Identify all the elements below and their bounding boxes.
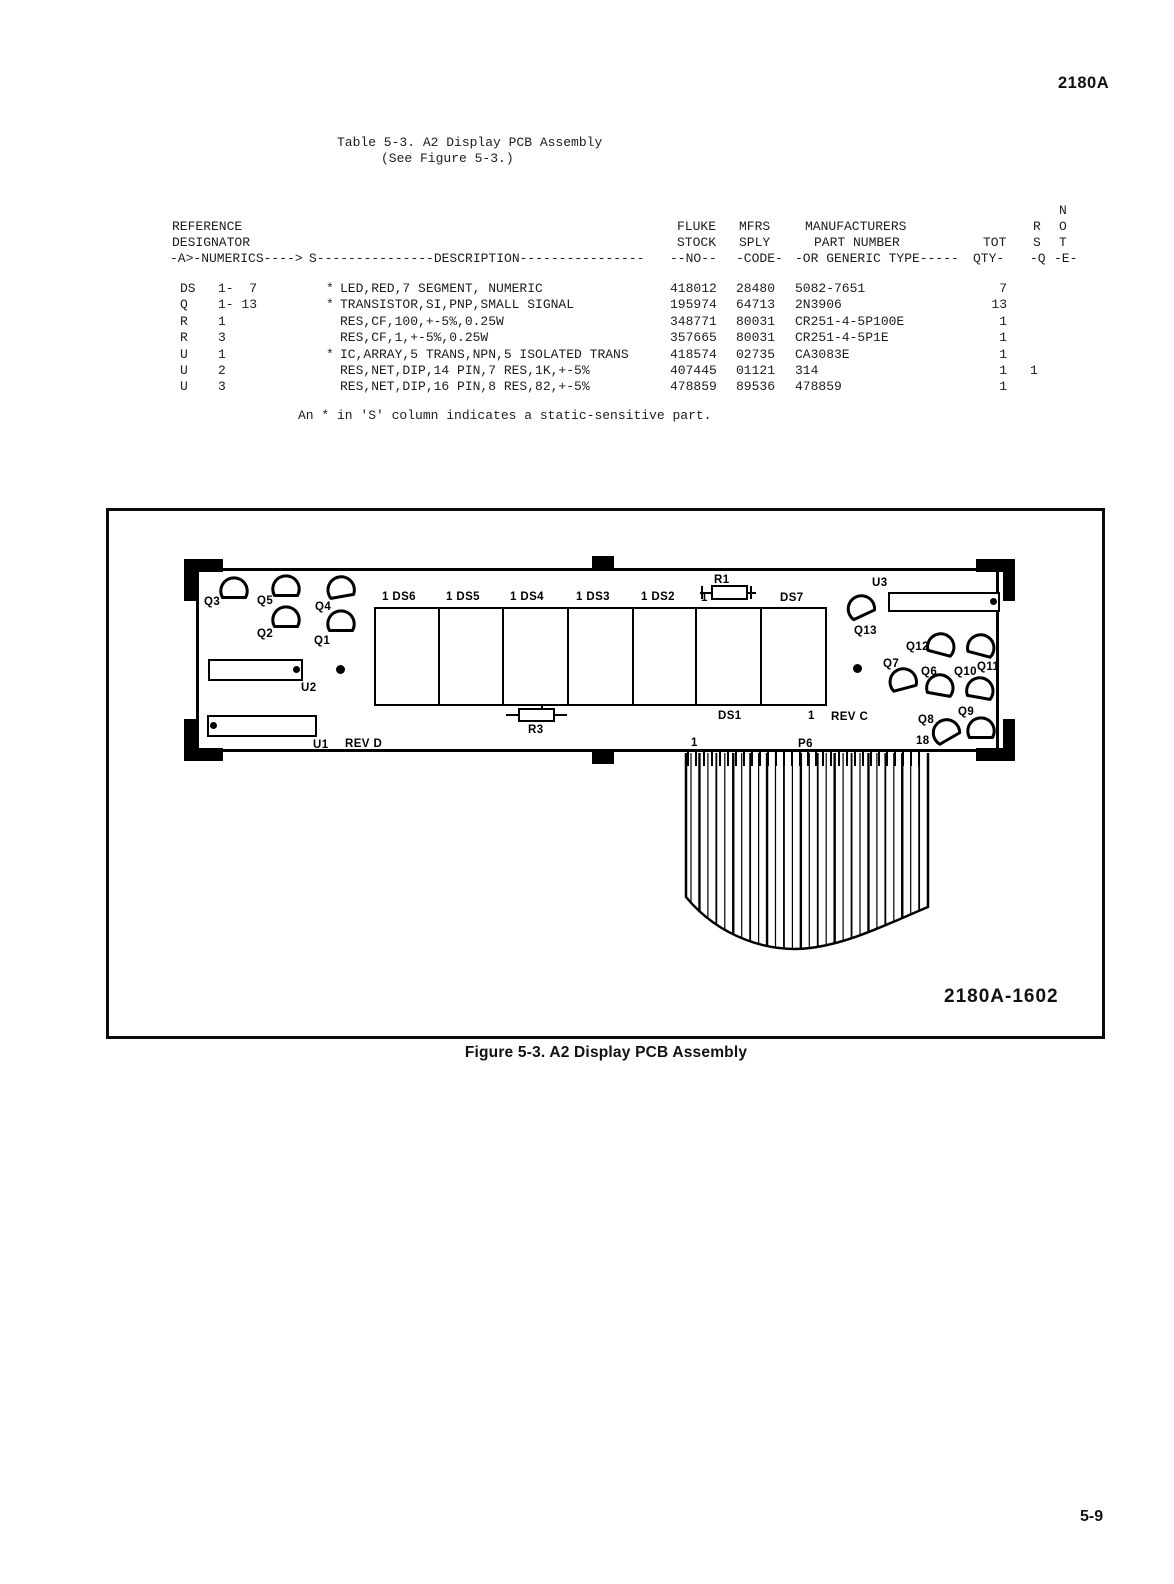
connector-pin <box>870 749 872 766</box>
cell-fluke-stock-no: 357665 <box>670 330 717 346</box>
board-label: DS7 <box>780 592 804 604</box>
component-label: Q5 <box>257 595 274 607</box>
cell-mfrs-sply-code: 02735 <box>736 346 776 362</box>
cell-tot-qty: 1 <box>999 313 1007 329</box>
component-label: Q2 <box>257 628 274 640</box>
board-label: 1 DS5 <box>446 591 480 603</box>
cell-fluke-stock-no: 348771 <box>670 313 717 329</box>
ic-pin1-dot <box>990 598 997 605</box>
cell-numerics: 2 <box>218 363 226 378</box>
cell-static-flag: * <box>326 281 334 296</box>
table-header-text: SPLY <box>739 235 771 250</box>
connector-pin <box>822 749 824 766</box>
connector-pin <box>902 749 904 766</box>
board-label: R3 <box>528 724 544 736</box>
connector-pin <box>886 749 888 766</box>
cell-fluke-stock-no: 407445 <box>670 363 717 378</box>
ic-u2 <box>208 659 303 681</box>
table-row <box>0 330 1174 345</box>
resistor-r1-body <box>711 585 748 600</box>
component-label: Q6 <box>921 666 938 678</box>
table-header-text: MANUFACTURERS <box>805 219 907 234</box>
cell-ref-designator: U <box>180 379 188 395</box>
table-header-text: DESIGNATOR <box>172 235 251 250</box>
cell-tot-qty: 1 <box>999 330 1007 346</box>
component-label: Q11 <box>977 661 1000 673</box>
table-header-text: TOT <box>983 235 1007 250</box>
cell-tot-qty: 7 <box>999 281 1007 296</box>
connector-pin <box>711 749 713 766</box>
component-label: Q8 <box>918 714 935 726</box>
cell-part-number: CR251-4-5P100E <box>795 313 905 329</box>
board-hole-dot <box>853 664 862 673</box>
connector-pin <box>775 749 777 766</box>
cell-numerics: 1- 7 <box>218 281 258 296</box>
ic-pin1-dot <box>210 722 217 729</box>
cell-description: RES,NET,DIP,14 PIN,7 RES,1K,+-5% <box>340 363 590 378</box>
display-digit-divider <box>760 609 762 704</box>
cell-mfrs-sply-code: 89536 <box>736 379 776 395</box>
cell-ref-designator: DS <box>180 281 196 296</box>
connector-pin <box>878 749 880 766</box>
page-number: 5-9 <box>1080 1508 1104 1525</box>
component-label: Q3 <box>204 596 221 608</box>
cell-part-number: CR251-4-5P1E <box>795 330 889 346</box>
connector-pin <box>815 749 817 766</box>
figure-drawing-number: 2180A-1602 <box>944 986 1059 1007</box>
cell-part-number: 5082-7651 <box>795 281 866 296</box>
table-header-text: R <box>1033 219 1041 234</box>
cell-mfrs-sply-code: 64713 <box>736 297 776 313</box>
cell-numerics: 1- 13 <box>218 297 258 313</box>
display-digit-divider <box>502 609 504 704</box>
connector-pin <box>751 749 753 766</box>
board-label: REV C <box>831 711 869 723</box>
connector-pin <box>799 749 801 766</box>
cell-part-number: CA3083E <box>795 346 850 362</box>
cell-ref-designator: U <box>180 346 188 362</box>
cell-tot-qty: 1 <box>999 346 1007 362</box>
table-header-text: -CODE- <box>736 251 783 266</box>
component-label: Q9 <box>958 706 975 718</box>
display-digit-divider <box>632 609 634 704</box>
cell-tot-qty: 1 <box>999 363 1007 378</box>
cell-mfrs-sply-code: 80031 <box>736 313 776 329</box>
table-header-text: QTY- <box>973 251 1005 266</box>
table-row <box>0 314 1174 329</box>
cell-part-number: 2N3906 <box>795 297 842 313</box>
table-header-text: S---------------DESCRIPTION---------------- <box>309 251 645 266</box>
table-row <box>0 281 1174 296</box>
component-label: Q4 <box>315 601 332 613</box>
table-header-text: -OR GENERIC TYPE----- <box>795 251 959 266</box>
table-header-text: T <box>1059 235 1067 250</box>
connector-pin <box>743 749 745 766</box>
resistor-r3-body <box>518 708 555 722</box>
board-label: 1 DS4 <box>510 591 544 603</box>
table-row <box>0 347 1174 362</box>
table-row <box>0 379 1174 394</box>
connector-pin <box>854 749 856 766</box>
board-label: P6 <box>798 738 813 750</box>
connector-pin <box>838 749 840 766</box>
mounting-tab <box>184 559 196 601</box>
component-label: Q1 <box>314 635 331 647</box>
cell-fluke-stock-no: 195974 <box>670 297 717 313</box>
cell-static-flag: * <box>326 297 334 313</box>
connector-pin <box>910 749 912 766</box>
ic-u1 <box>207 715 317 737</box>
board-label: 1 DS2 <box>641 591 675 603</box>
cell-description: RES,NET,DIP,16 PIN,8 RES,82,+-5% <box>340 379 590 395</box>
board-label: 18 <box>916 735 930 747</box>
cell-numerics: 3 <box>218 379 226 395</box>
board-hole-dot <box>336 665 345 674</box>
mounting-tab <box>976 559 1006 572</box>
cell-tot-qty: 13 <box>991 297 1007 313</box>
transistor-q9 <box>963 713 999 747</box>
board-label: 1 <box>691 737 698 749</box>
component-label: Q12 <box>906 641 929 653</box>
mounting-tab <box>976 748 1006 761</box>
cell-mfrs-sply-code: 01121 <box>736 363 776 378</box>
cell-fluke-stock-no: 478859 <box>670 379 717 395</box>
table-footnote: An * in 'S' column indicates a static-sensitive part. <box>298 408 712 423</box>
mounting-tab <box>193 559 223 572</box>
mounting-tab <box>592 752 614 764</box>
board-label: U2 <box>301 682 317 694</box>
ribbon-cable <box>678 748 938 968</box>
cell-mfrs-sply-code: 80031 <box>736 330 776 346</box>
cell-description: RES,CF,1,+-5%,0.25W <box>340 330 489 346</box>
board-label: 1 <box>701 592 708 604</box>
board-label: U1 <box>313 739 329 751</box>
connector-pin <box>783 749 785 766</box>
cell-part-number: 314 <box>795 363 819 378</box>
cell-description: RES,CF,100,+-5%,0.25W <box>340 313 504 329</box>
board-label: R1 <box>714 574 730 586</box>
cell-ref-designator: U <box>180 363 188 378</box>
connector-pin <box>727 749 729 766</box>
board-label: REV D <box>345 738 383 750</box>
cell-numerics: 3 <box>218 330 226 346</box>
table-header-text: O <box>1059 219 1067 234</box>
connector-pin <box>862 749 864 766</box>
table-title: Table 5-3. A2 Display PCB Assembly <box>337 135 603 150</box>
table-header-text: N <box>1059 203 1067 218</box>
table-header-text: REFERENCE <box>172 219 243 234</box>
transistor-q5 <box>268 571 304 605</box>
table-header-text: -E- <box>1054 251 1078 266</box>
connector-pin <box>791 749 793 766</box>
cell-ref-designator: Q <box>180 297 188 313</box>
cell-description: TRANSISTOR,SI,PNP,SMALL SIGNAL <box>340 297 575 313</box>
cell-ref-designator: R <box>180 313 188 329</box>
transistor-q2 <box>268 602 304 636</box>
connector-pin <box>735 749 737 766</box>
mounting-tab <box>193 748 223 761</box>
cell-mfrs-sply-code: 28480 <box>736 281 776 296</box>
connector-pin <box>807 749 809 766</box>
connector-pin <box>687 749 689 766</box>
table-header-text: -A>-NUMERICS----> <box>170 251 303 266</box>
table-header-text: STOCK <box>677 235 717 250</box>
cell-part-number: 478859 <box>795 379 842 395</box>
connector-pin <box>830 749 832 766</box>
table-header-text: PART NUMBER <box>814 235 900 250</box>
table-subtitle: (See Figure 5-3.) <box>381 151 514 166</box>
resistor-r1-pin-tick <box>750 586 752 599</box>
table-header-text: S <box>1033 235 1041 250</box>
connector-pin <box>894 749 896 766</box>
doc-number: 2180A <box>1058 74 1110 92</box>
table-row <box>0 297 1174 312</box>
board-label: 1 <box>808 710 815 722</box>
connector-pin <box>695 749 697 766</box>
cell-fluke-stock-no: 418574 <box>670 346 717 362</box>
cell-rec-qty: 1 <box>1030 363 1038 378</box>
table-header-text: FLUKE <box>677 219 717 234</box>
table-row <box>0 363 1174 378</box>
cell-numerics: 1 <box>218 346 226 362</box>
mounting-tab <box>592 556 614 568</box>
ribbon-cable-fill <box>686 753 928 949</box>
table-header-text: MFRS <box>739 219 771 234</box>
board-label: 1 DS6 <box>382 591 416 603</box>
cell-fluke-stock-no: 418012 <box>670 281 717 296</box>
transistor-q3 <box>216 573 252 607</box>
ic-u3 <box>888 592 1000 612</box>
cell-description: IC,ARRAY,5 TRANS,NPN,5 ISOLATED TRANS <box>340 346 629 362</box>
board-label: U3 <box>872 577 888 589</box>
board-label: DS1 <box>718 710 742 722</box>
connector-pin <box>719 749 721 766</box>
connector-pin <box>918 749 920 766</box>
component-label: Q10 <box>954 666 977 678</box>
display-digit-divider <box>567 609 569 704</box>
mounting-tab <box>1003 559 1015 601</box>
table-header-text: --NO-- <box>670 251 717 266</box>
component-label: Q13 <box>854 625 877 637</box>
cell-ref-designator: R <box>180 330 188 346</box>
connector-pin <box>703 749 705 766</box>
ic-pin1-dot <box>293 666 300 673</box>
component-label: Q7 <box>883 658 900 670</box>
connector-pin <box>759 749 761 766</box>
cell-numerics: 1 <box>218 313 226 329</box>
cell-static-flag: * <box>326 346 334 362</box>
board-label: 1 DS3 <box>576 591 610 603</box>
table-header-text: -Q <box>1030 251 1046 266</box>
cell-tot-qty: 1 <box>999 379 1007 395</box>
connector-pin <box>767 749 769 766</box>
figure-caption: Figure 5-3. A2 Display PCB Assembly <box>464 1044 748 1061</box>
display-digit-divider <box>438 609 440 704</box>
display-digit-divider <box>695 609 697 704</box>
cell-description: LED,RED,7 SEGMENT, NUMERIC <box>340 281 543 296</box>
connector-pin <box>846 749 848 766</box>
